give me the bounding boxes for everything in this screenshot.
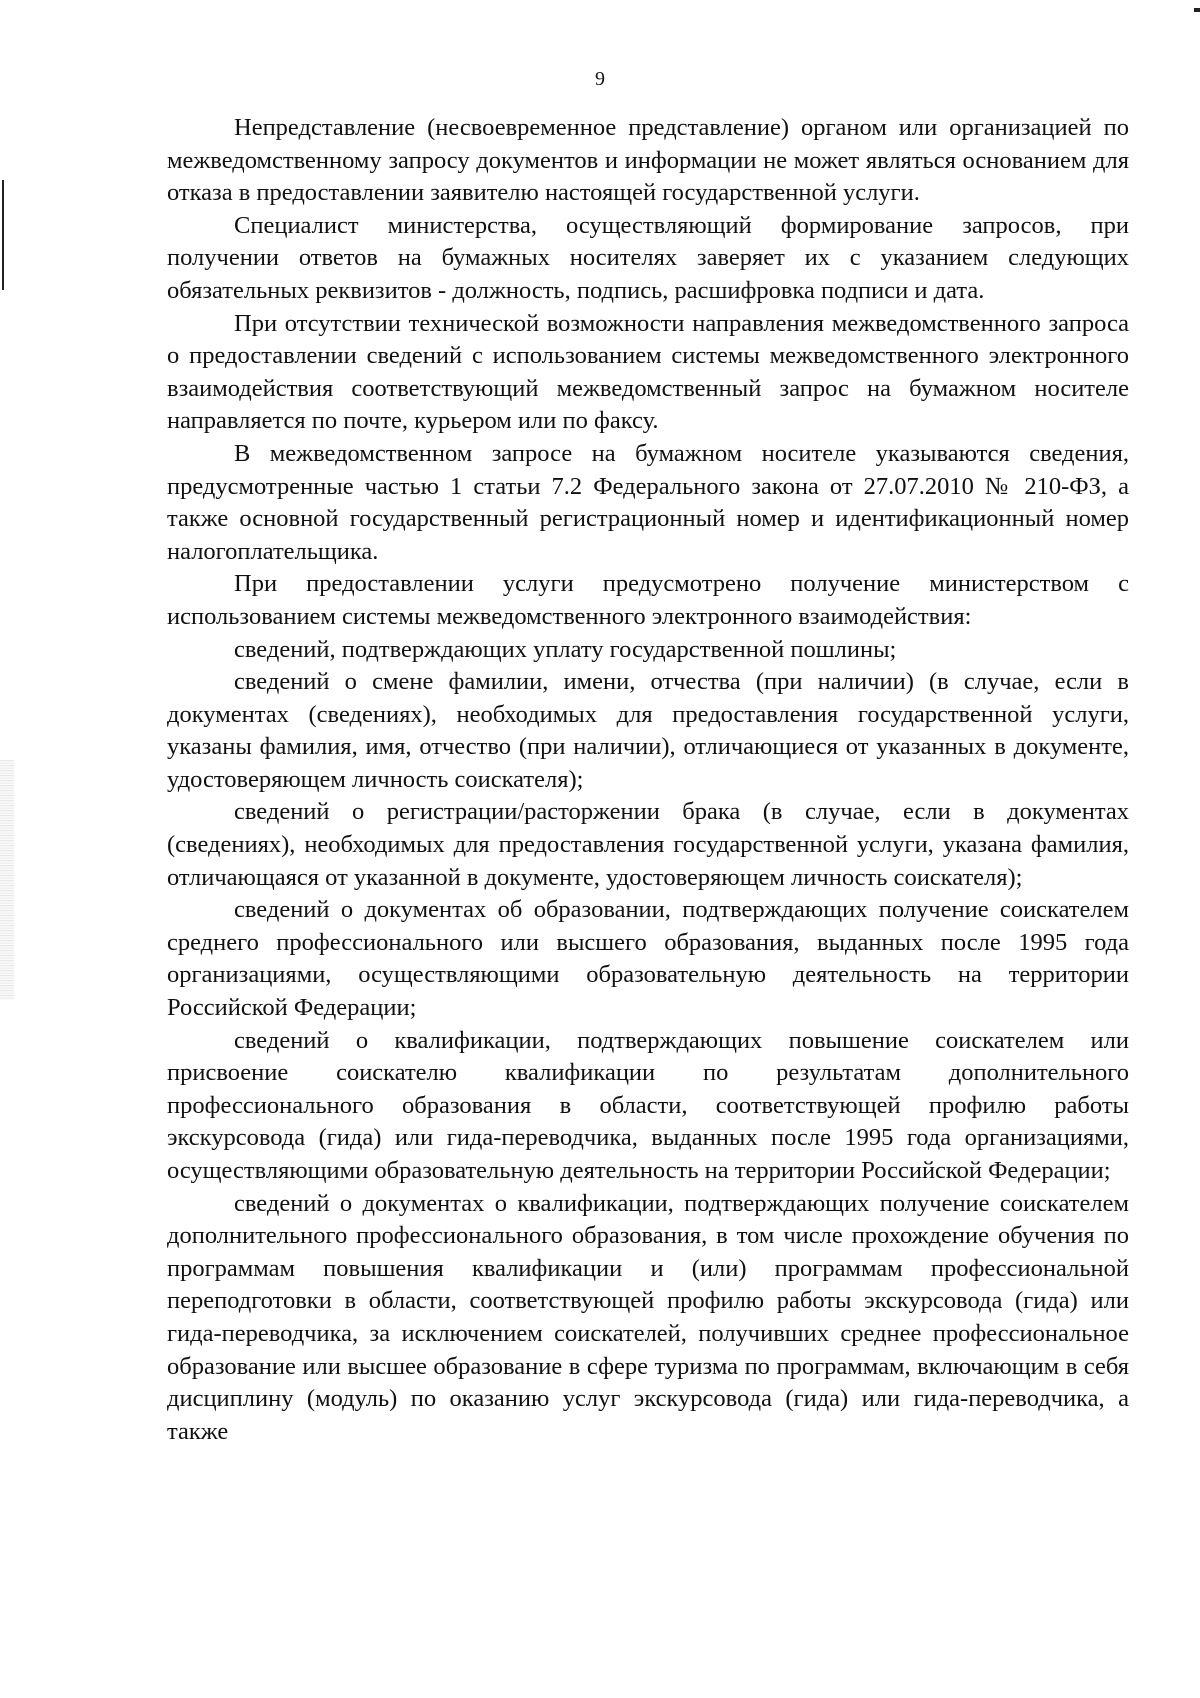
- list-item-state-duty: сведений, подтверждающих уплату государственной пошлины;: [234, 635, 897, 663]
- list-item-marriage: сведений о регистрации/расторжении брака (в случае, если в документах (сведениях), необходимых для предоставления государственной услуги, указана фамилия, отличающаяся от указанной в документе, удостоверяющем личность соискателя);: [167, 798, 1129, 891]
- list-item-qualification-documents: сведений о документах о квалификации, подтверждающих получение соискателем дополнительного профессионального образования, в том числе прохождение обучения по программам повышения квалификации и (или) программам профессиональной переподготовки в области, соответствующей профилю работы экскурсовода (гида) или гида-переводчика, за исключением соискателей, получивших среднее профессиональное образование или высшее образование в сфере туризма по программам, включающим в себя дисциплину (модуль) по оказанию услуг экскурсовода (гида) или гида-переводчика, а также: [167, 1189, 1129, 1445]
- paragraph-specialist-certification: Специалист министерства, осуществляющий формирование запросов, при получении ответов на бумажных носителях заверяет их с указанием следующих обязательных реквизитов - должность, подпись, расшифровка подписи и дата.: [167, 211, 1129, 304]
- page-number: 9: [595, 68, 605, 90]
- paragraph-paper-request: При отсутствии технической возможности направления межведомственного запроса о предоставлении сведений с использованием системы межведомственного электронного взаимодействия соответствующий межведомственный запрос на бумажном носителе направляется по почте, курьером или по факсу.: [167, 309, 1129, 435]
- list-item-name-change: сведений о смене фамилии, имени, отчества (при наличии) (в случае, если в документах (сведениях), необходимых для предоставления государственной услуги, указаны фамилия, имя, отчество (при наличии), отличающиеся от указанных в документе, удостоверяющем личность соискателя);: [167, 668, 1129, 793]
- document-body: [167, 112, 1129, 1448]
- scan-edge-mark: [2, 180, 4, 290]
- paragraph-interagency-receipt: При предоставлении услуги предусмотрено получение министерством с использованием системы межведомственного электронного взаимодействия:: [167, 570, 1129, 630]
- list-item-education-documents: сведений о документах об образовании, подтверждающих получение соискателем среднего профессионального или высшего образования, выданных после 1995 года организациями, осуществляющими образовательную деятельность на территории Российской Федерации;: [167, 896, 1129, 1022]
- scan-corner-mark: [1194, 8, 1200, 12]
- list-item-qualification: сведений о квалификации, подтверждающих повышение соискателем или присвоение соискателю квалификации по результатам дополнительного профессионального образования в области, соответствующей профилю работы экскурсовода (гида) или гида-переводчика, выданных после 1995 года организациями, осуществляющими образовательную деятельность на территории Российской Федерации;: [167, 1026, 1129, 1184]
- scan-edge-noise: [0, 760, 14, 1000]
- paragraph-nonsubmission: Непредставление (несвоевременное представление) органом или организацией по межведомственному запросу документов и информации не может являться основанием для отказа в предоставлении заявителю настоящей государственной услуги.: [167, 114, 1129, 207]
- paragraph-request-contents: В межведомственном запросе на бумажном носителе указываются сведения, предусмотренные частью 1 статьи 7.2 Федерального закона от 27.07.2010 № 210-ФЗ, а также основной государственный регистрационный номер и идентификационный номер налогоплательщика.: [167, 439, 1129, 565]
